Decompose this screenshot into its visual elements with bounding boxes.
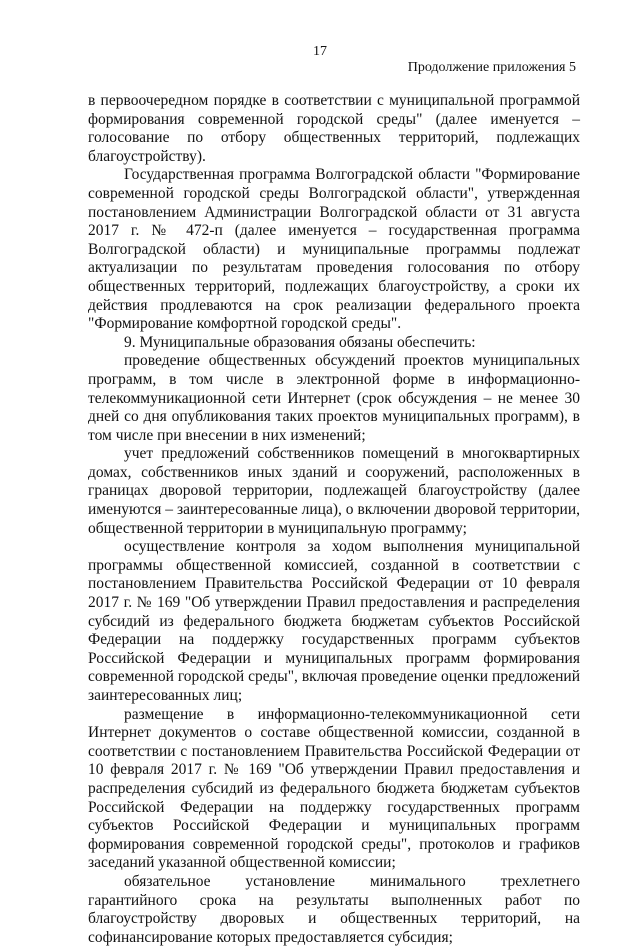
paragraph-section-9-heading: 9. Муниципальные образования обязаны обеспечить:: [124, 333, 476, 351]
paragraph-voting-continuation: в первоочередном порядке в соответствии с муниципальной программой формирования современной городской среды" (далее именуется – голосование по отбору общественных территорий, подлежащих благоустройству).: [88, 92, 580, 165]
paragraph-commission-documents: размещение в информационно-телекоммуникационной сети Интернет документов о составе общественной комиссии, созданной в соответствии с постановлением Правительства Российской Федерации от 10 февраля 2017 г. № 169 "Об утверждении Правил предоставления и распределения субсидий из федерального бюджета бюджетам субъектов Российской Федерации на поддержку государственных программ субъектов Российской Федерации и муниципальных программ формирования современной городской среды", протоколов и графиков заседаний указанной общественной комиссии;: [88, 705, 580, 872]
paragraph-warranty-period: обязательное установление минимального трехлетнего гарантийного срока на результаты выполненных работ по благоустройству дворовых и общественных территорий, на софинансирование которых предоставляется субсидия;: [88, 872, 580, 946]
page-number: 17: [313, 44, 327, 59]
document-body: [88, 92, 580, 947]
paragraph-public-discussions: проведение общественных обсуждений проектов муниципальных программ, в том числе в электронной форме в информационно-телекоммуникационной сети Интернет (срок обсуждения – не менее 30 дней со дня опубликования таких проектов муниципальных программ), в том числе при внесении в них изменений;: [88, 352, 580, 444]
appendix-continuation-note: Продолжение приложения 5: [407, 60, 576, 75]
paragraph-state-program: Государственная программа Волгоградской области "Формирование современной городской среды Волгоградской области", утвержденная постановлением Администрации Волгоградской области от 31 августа 2017 г. № 472-п (далее именуется – государственная программа Волгоградской области) и муниципальные программы подлежат актуализации по результатам проведения голосования по отбору общественных территорий, подлежащих благоустройству, а сроки их действия продлеваются на срок реализации федерального проекта "Формирование комфортной городской среды".: [88, 166, 580, 333]
paragraph-implementation-control: осуществление контроля за ходом выполнения муниципальной программы общественной комиссией, созданной в соответствии с постановлением Правительства Российской Федерации от 10 февраля 2017 г. № 169 "Об утверждении Правил предоставления и распределения субсидий из федерального бюджета бюджетам субъектов Российской Федерации на поддержку государственных программ субъектов Российской Федерации и муниципальных программ формирования современной городской среды", включая проведение оценки предложений заинтересованных лиц;: [88, 538, 580, 704]
paragraph-owner-proposals: учет предложений собственников помещений в многоквартирных домах, собственников иных зданий и сооружений, расположенных в границах дворовой территории, подлежащей благоустройству (далее именуются – заинтересованные лица), о включении дворовой территории, общественной территории в муниципальную программу;: [88, 445, 580, 537]
